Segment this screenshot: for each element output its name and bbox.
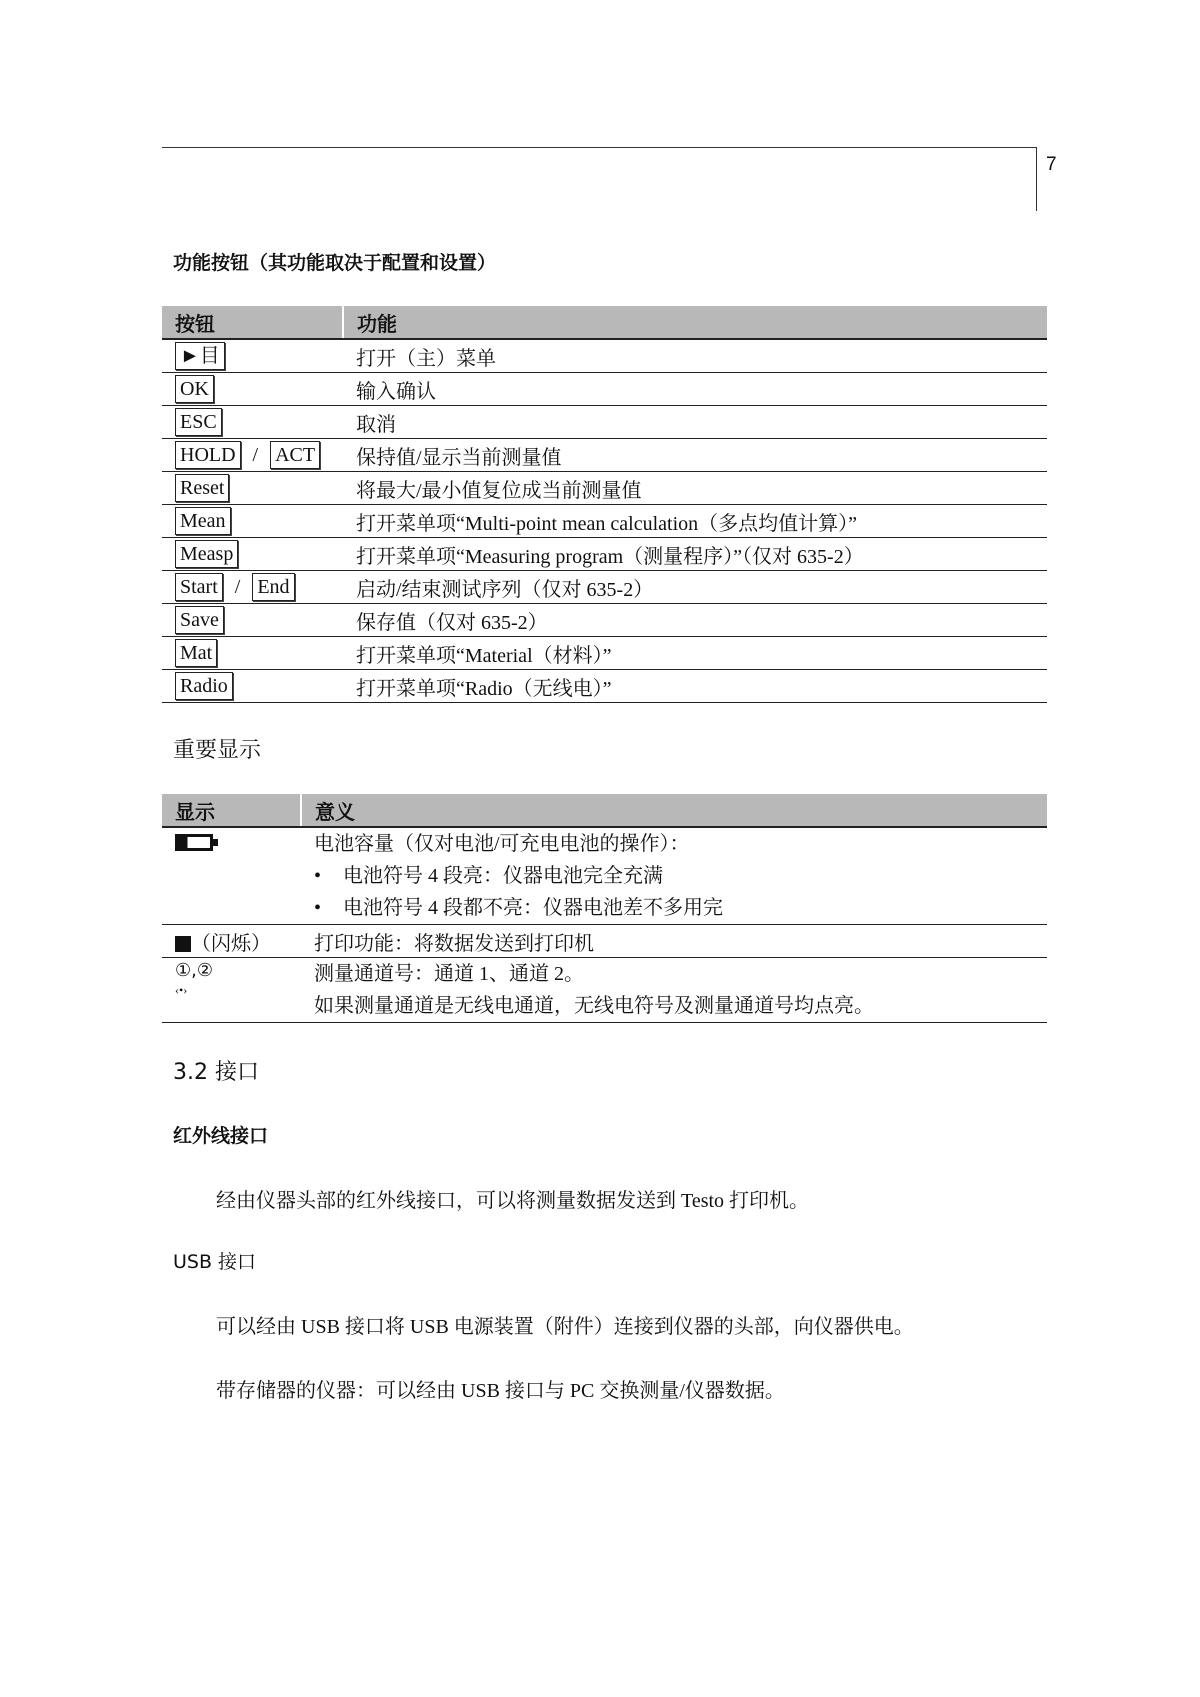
ir-paragraph: 经由仪器头部的红外线接口，可以将测量数据发送到 Testo 打印机。 bbox=[216, 1190, 810, 1212]
key-label: OK bbox=[175, 375, 214, 403]
printer-icon bbox=[175, 933, 191, 952]
table-row bbox=[162, 827, 1047, 925]
list-item: • 电池符号 4 段亮：仪器电池完全充满 bbox=[314, 860, 1047, 892]
table-row bbox=[162, 637, 1047, 670]
channel-number-icon: ①,② bbox=[175, 960, 213, 981]
channel-symbol-cell bbox=[162, 958, 301, 1023]
button-cell bbox=[162, 373, 343, 406]
table-row bbox=[162, 538, 1047, 571]
channel-meaning-cell bbox=[301, 958, 1047, 1023]
function-cell: 保存值（仅对 635-2） bbox=[343, 604, 1047, 637]
function-cell: 打开菜单项“Multi-point mean calculation（多点均值计算）” bbox=[343, 505, 1047, 538]
button-cell bbox=[162, 406, 343, 439]
page-number: 7 bbox=[1046, 154, 1057, 175]
key-label: HOLD bbox=[175, 441, 241, 469]
subsection-usb: USB 接口 bbox=[173, 1251, 257, 1273]
battery-symbol-cell bbox=[162, 827, 301, 925]
buttons-table bbox=[162, 306, 1047, 703]
key-label: End bbox=[252, 573, 294, 601]
section-title-buttons: 功能按钮（其功能取决于配置和设置） bbox=[173, 252, 497, 274]
key-label: Reset bbox=[175, 474, 229, 502]
function-cell: 将最大/最小值复位成当前测量值 bbox=[343, 472, 1047, 505]
key-label: Measp bbox=[175, 540, 238, 568]
separator: / bbox=[234, 576, 241, 598]
table-row bbox=[162, 373, 1047, 406]
col-header-display: 显示 bbox=[162, 794, 301, 827]
function-cell: 打开菜单项“Measuring program（测量程序）”（仅对 635-2） bbox=[343, 538, 1047, 571]
battery-desc: 电池容量（仅对电池/可充电电池的操作）： bbox=[314, 833, 690, 855]
usb-paragraph-1: 可以经由 USB 接口将 USB 电源装置（附件）连接到仪器的头部，向仪器供电。 bbox=[216, 1316, 914, 1338]
function-cell: 打开菜单项“Radio（无线电）” bbox=[343, 670, 1047, 703]
button-cell bbox=[162, 472, 343, 505]
key-label: ACT bbox=[270, 441, 320, 469]
key-label: Mean bbox=[175, 507, 231, 535]
function-cell: 启动/结束测试序列（仅对 635-2） bbox=[343, 571, 1047, 604]
table-row bbox=[162, 406, 1047, 439]
list-item: • 电池符号 4 段都不亮：仪器电池差不多用完 bbox=[314, 892, 1047, 924]
key-label: ►目 bbox=[175, 342, 225, 370]
col-header-function: 功能 bbox=[343, 306, 1047, 339]
usb-paragraph-2: 带存储器的仪器：可以经由 USB 接口与 PC 交换测量/仪器数据。 bbox=[216, 1380, 785, 1402]
channel-desc: 测量通道号：通道 1、通道 2。 bbox=[314, 963, 584, 985]
table-row bbox=[162, 670, 1047, 703]
header-vertical-rule bbox=[1036, 147, 1037, 211]
battery-icon bbox=[175, 834, 213, 851]
section-title-interfaces: 3.2 接口 bbox=[173, 1060, 259, 1085]
table-row bbox=[162, 571, 1047, 604]
separator: / bbox=[252, 444, 259, 466]
table-row bbox=[162, 505, 1047, 538]
printer-symbol-cell bbox=[162, 925, 301, 958]
key-label: Radio bbox=[175, 672, 233, 700]
button-cell bbox=[162, 670, 343, 703]
col-header-meaning: 意义 bbox=[301, 794, 1047, 827]
function-cell: 取消 bbox=[343, 406, 1047, 439]
button-cell bbox=[162, 339, 343, 373]
key-label: Start bbox=[175, 573, 223, 601]
header-rule bbox=[162, 147, 1036, 148]
button-cell bbox=[162, 637, 343, 670]
table-row bbox=[162, 339, 1047, 373]
table-row bbox=[162, 439, 1047, 472]
table-row bbox=[162, 604, 1047, 637]
battery-meaning-cell bbox=[301, 827, 1047, 925]
radio-desc: 如果测量通道是无线电通道，无线电符号及测量通道号均点亮。 bbox=[314, 995, 874, 1017]
radio-antenna-icon: ‹•› bbox=[175, 983, 188, 997]
button-cell bbox=[162, 571, 343, 604]
button-cell bbox=[162, 505, 343, 538]
function-cell: 保持值/显示当前测量值 bbox=[343, 439, 1047, 472]
table-row bbox=[162, 472, 1047, 505]
function-cell: 打开菜单项“Material（材料）” bbox=[343, 637, 1047, 670]
key-label: Save bbox=[175, 606, 224, 634]
button-cell bbox=[162, 604, 343, 637]
function-cell: 输入确认 bbox=[343, 373, 1047, 406]
printer-desc: 打印功能：将数据发送到打印机 bbox=[301, 925, 1047, 958]
key-label: ESC bbox=[175, 408, 222, 436]
col-header-button: 按钮 bbox=[162, 306, 343, 339]
display-table bbox=[162, 794, 1047, 1023]
table-row bbox=[162, 925, 1047, 958]
button-cell bbox=[162, 538, 343, 571]
subsection-ir: 红外线接口 bbox=[173, 1125, 269, 1147]
section-title-display: 重要显示 bbox=[173, 738, 262, 763]
key-label: Mat bbox=[175, 639, 217, 667]
button-cell bbox=[162, 439, 343, 472]
printer-label: （闪烁） bbox=[191, 932, 271, 955]
table-row bbox=[162, 958, 1047, 1023]
function-cell: 打开（主）菜单 bbox=[343, 339, 1047, 373]
